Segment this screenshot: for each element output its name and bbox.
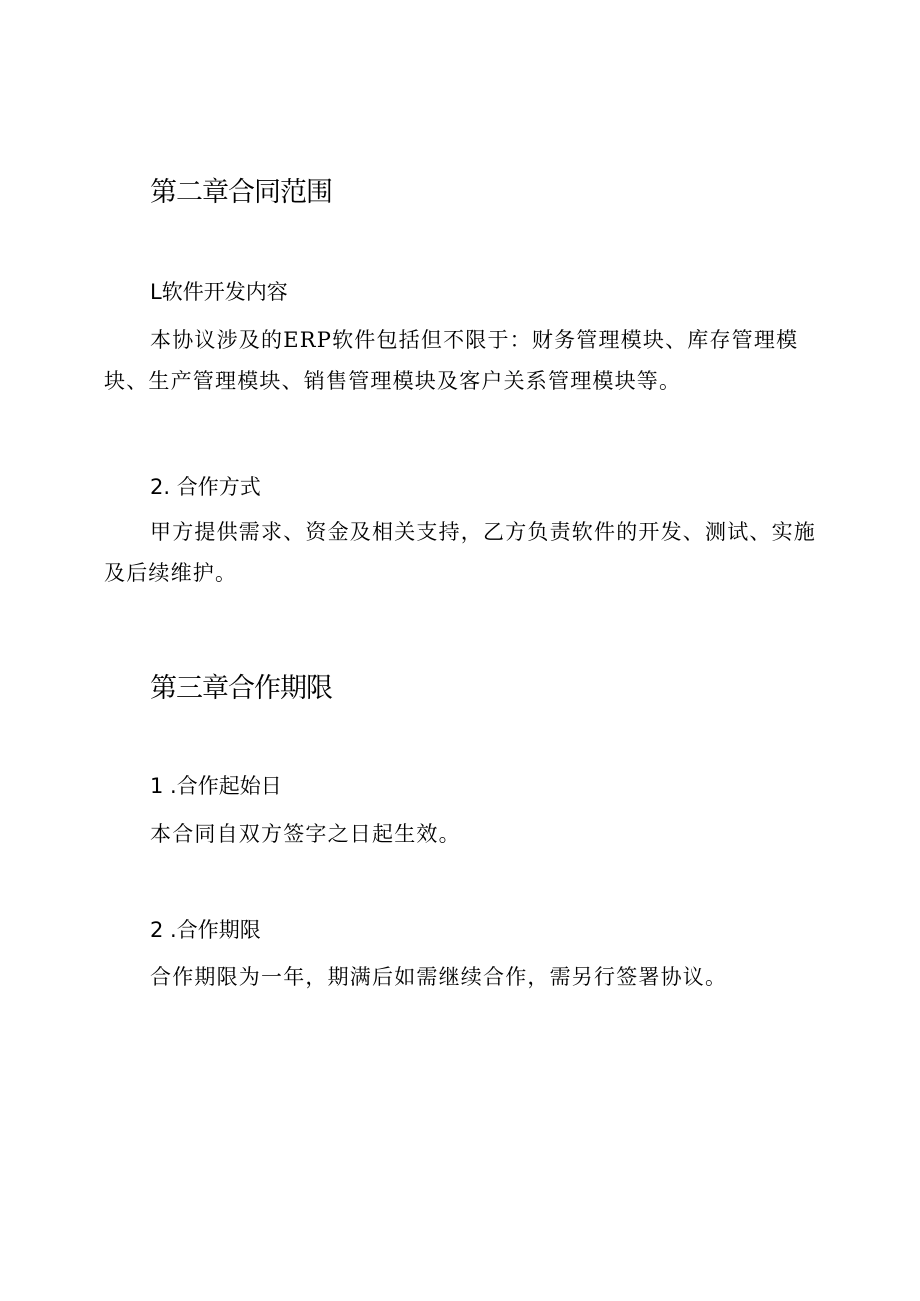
section-software-development-heading: L软件开发内容	[150, 280, 288, 304]
section-cooperation-mode-body: 甲方提供需求、资金及相关支持，乙方负责软件的开发、测试、实施及后续维护。	[104, 520, 816, 585]
chapter-3-title: 第三章合作期限	[150, 673, 332, 704]
chapter-2-title: 第二章合同范围	[150, 177, 332, 208]
section-software-development-body: 本协议涉及的ERP软件包括但不限于：财务管理模块、库存管理模块、生产管理模块、销售管理模块及客户关系管理模块等。	[104, 328, 799, 393]
section-cooperation-mode-heading: 2. 合作方式	[150, 475, 261, 499]
section-term-body: 合作期限为一年，期满后如需继续合作，需另行签署协议。	[150, 965, 728, 989]
section-start-date-heading: 1 .合作起始日	[150, 774, 282, 798]
section-term-heading: 2 .合作期限	[150, 918, 261, 942]
section-start-date-body: 本合同自双方签字之日起生效。	[150, 822, 461, 846]
